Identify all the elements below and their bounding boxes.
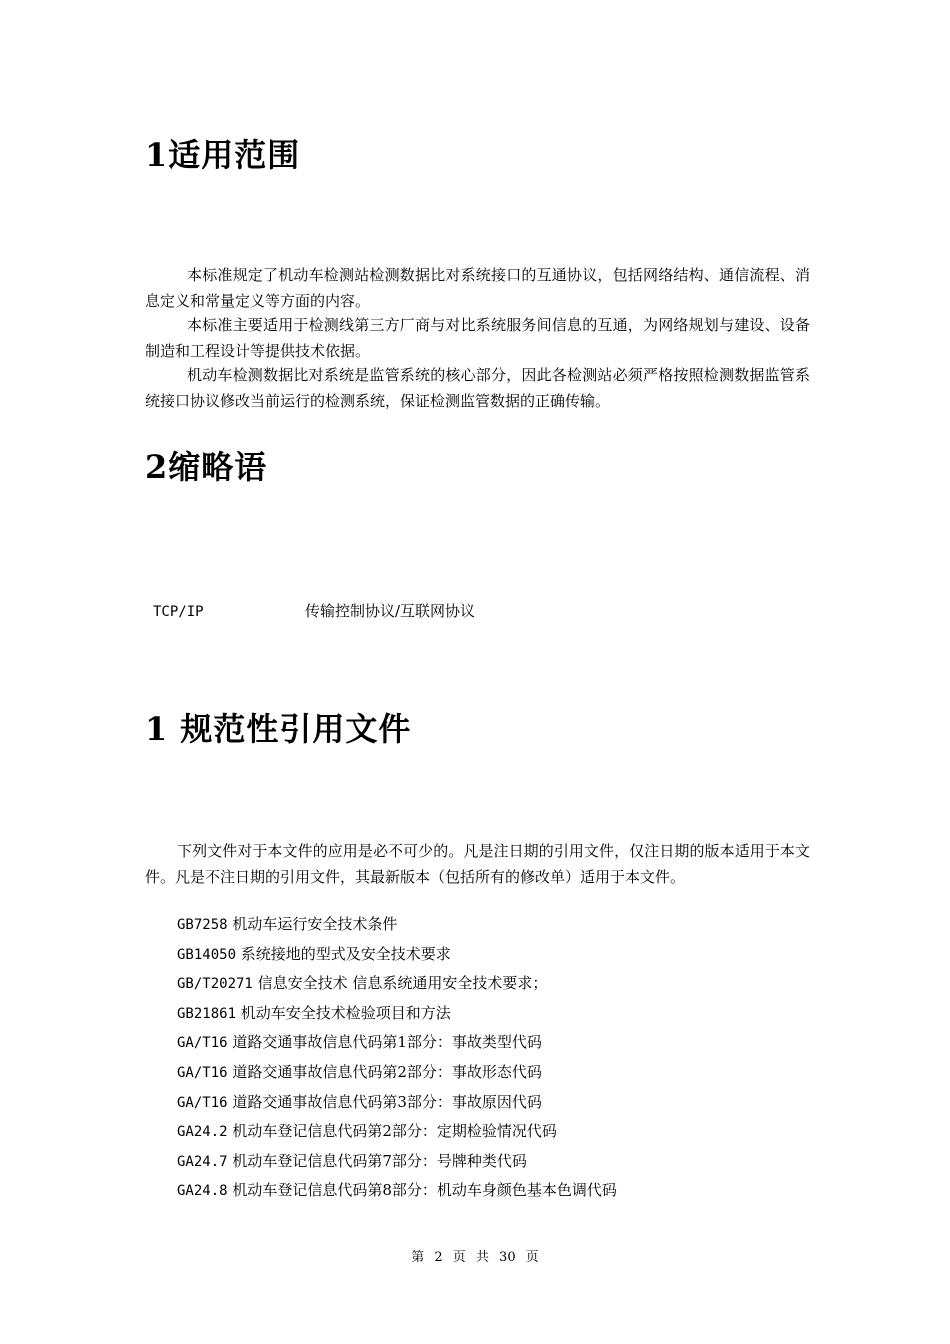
reference-title: 机动车运行安全技术条件: [232, 915, 398, 933]
reference-title: 道路交通事故信息代码第1部分：事故类型代码: [232, 1033, 542, 1052]
scope-paragraph-3: 机动车检测数据比对系统是监管系统的核心部分，因此各检测站必须严格按照检测数据监管系统接口协议修改当前运行的检测系统，保证检测监管数据的正确传输。: [145, 366, 810, 410]
scope-paragraph-1: 本标准规定了机动车检测站检测数据比对系统接口的互通协议，包括网络结构、通信流程、消息定义和常量定义等方面的内容。: [145, 266, 810, 310]
reference-item: [177, 1028, 617, 1058]
reference-title: 机动车登记信息代码第8部分：机动车身颜色基本色调代码: [232, 1181, 617, 1200]
reference-item: [177, 910, 617, 940]
reference-title: 信息安全技术 信息系统通用安全技术要求；: [257, 974, 548, 993]
reference-title: 机动车登记信息代码第7部分：号牌种类代码: [232, 1151, 527, 1170]
abbreviation-term: TCP/IP: [153, 604, 204, 620]
reference-title: 道路交通事故信息代码第2部分：事故形态代码: [232, 1062, 542, 1081]
reference-code: GB14050: [177, 946, 237, 963]
reference-item: [177, 1176, 617, 1206]
section-heading-scope: 1适用范围: [145, 136, 301, 174]
reference-title: 道路交通事故信息代码第3部分：事故原因代码: [232, 1092, 542, 1111]
reference-item: [177, 940, 617, 970]
abbreviation-definition: 传输控制协议/互联网协议: [305, 602, 476, 620]
section-heading-normative-references: 1 规范性引用文件: [145, 710, 412, 748]
reference-code: GA/T16: [177, 1094, 228, 1111]
references-intro-paragraph: 下列文件对于本文件的应用是必不可少的。凡是注日期的引用文件，仅注日期的版本适用于本文件。凡是不注日期的引用文件，其最新版本（包括所有的修改单）适用于本文件。: [145, 842, 810, 886]
reference-code: GA24.7: [177, 1153, 228, 1170]
reference-code: GA24.2: [177, 1124, 228, 1141]
reference-title: 机动车安全技术检验项目和方法: [240, 1003, 451, 1022]
scope-paragraph-2: 本标准主要适用于检测线第三方厂商与对比系统服务间信息的互通，为网络规划与建设、设备制造和工程设计等提供技术依据。: [145, 316, 810, 360]
reference-code: GB7258: [177, 917, 228, 933]
reference-title: 机动车登记信息代码第2部分：定期检验情况代码: [232, 1122, 557, 1141]
abbreviation-row: [153, 600, 475, 621]
reference-code: GA/T16: [177, 1064, 228, 1081]
page-number-footer: 第 2 页 共 30 页: [411, 1250, 539, 1265]
reference-code: GA24.8: [177, 1183, 228, 1200]
reference-item: [177, 1117, 617, 1147]
reference-code: GA/T16: [177, 1035, 228, 1052]
section-heading-abbreviations: 2缩略语: [145, 448, 268, 486]
reference-item: [177, 999, 617, 1029]
reference-item: [177, 1088, 617, 1118]
reference-code: GB/T20271: [177, 976, 253, 993]
reference-item: [177, 969, 617, 999]
reference-item: [177, 1147, 617, 1177]
reference-title: 系统接地的型式及安全技术要求: [240, 944, 451, 963]
reference-code: GB21861: [177, 1005, 237, 1022]
reference-item: [177, 1058, 617, 1088]
reference-list: [177, 910, 617, 1206]
